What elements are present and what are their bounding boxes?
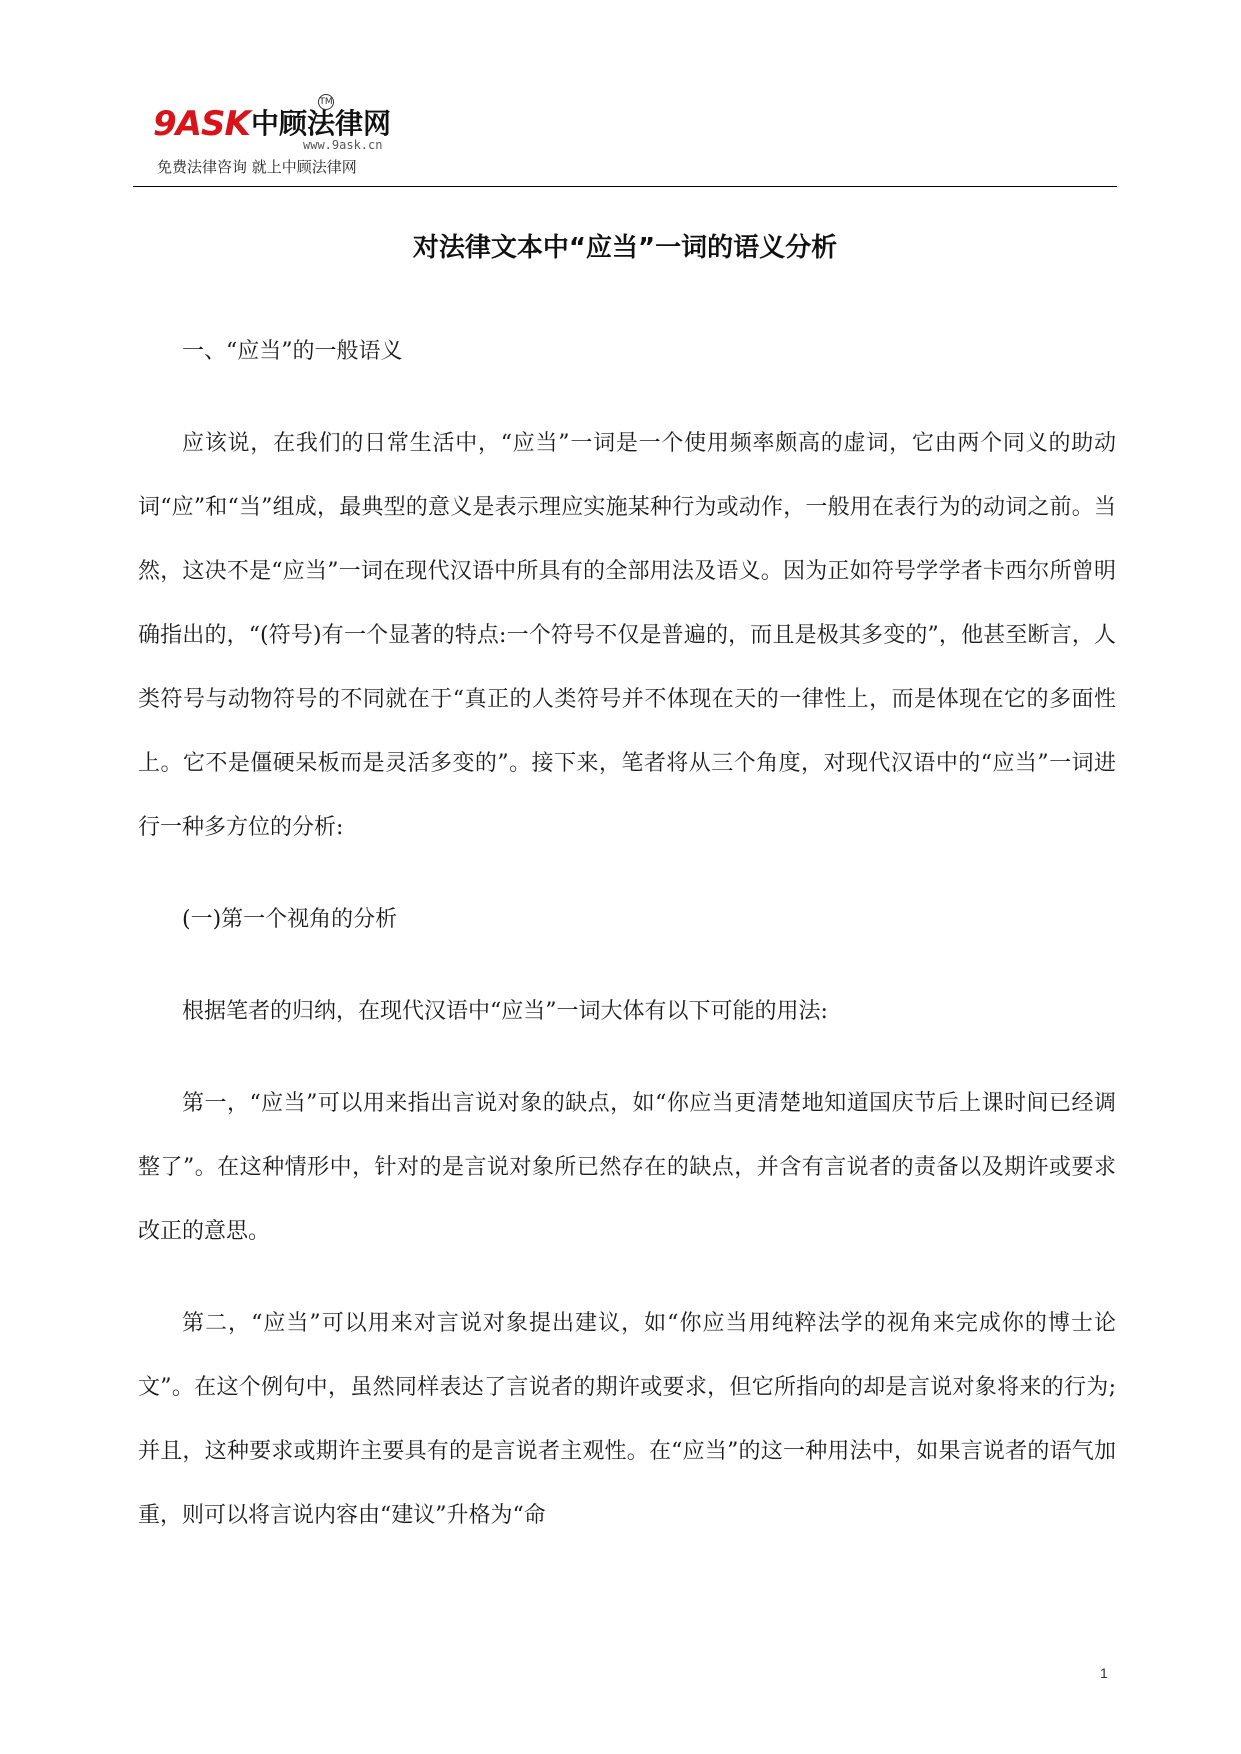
logo-slogan: 免费法律咨询 就上中顾法律网	[157, 158, 357, 176]
body-paragraph: 第二，“应当”可以用来对言说对象提出建议，如“你应当用纯粹法学的视角来完成你的博士论文”。在这个例句中，虽然同样表达了言说者的期许或要求，但它所指向的却是言说对象将来的行为;并且，这种要求或期许主要具有的是言说者主观性。在“应当”的这一种用法中，如果言说者的语气加重，则可以将言说内容由“建议”升格为“命	[138, 1311, 1116, 1528]
logo-brand-text: 9ASK	[153, 104, 250, 144]
page-number: 1	[1100, 1665, 1108, 1681]
body-paragraph: 根据笔者的归纳，在现代汉语中“应当”一词大体有以下可能的用法:	[182, 999, 828, 1024]
logo-url: www.9ask.cn	[303, 138, 383, 152]
body-paragraph: 第一，“应当”可以用来指出言说对象的缺点，如“你应当更清楚地知道国庆节后上课时间已经调整了”。在这种情形中，针对的是言说对象所已然存在的缺点，并含有言说者的责备以及期许或要求改正的意思。	[138, 1091, 1116, 1244]
document-title: 对法律文本中“应当”一词的语义分析	[412, 233, 838, 263]
body-paragraph: 应该说，在我们的日常生活中，“应当”一词是一个使用频率颇高的虚词，它由两个同义的助动词“应”和“当”组成，最典型的意义是表示理应实施某种行为或动作，一般用在表行为的动词之前。当然，这决不是“应当”一词在现代汉语中所具有的全部用法及语义。因为正如符号学学者卡西尔所曾明确指出的，“(符号)有一个显著的特点:一个符号不仅是普遍的，而且是极其多变的”，他甚至断言，人类符号与动物符号的不同就在于“真正的人类符号并不体现在天的一律性上，而是体现在它的多面性上。它不是僵硬呆板而是灵活多变的”。接下来，笔者将从三个角度，对现代汉语中的“应当”一词进行一种多方位的分析:	[138, 431, 1116, 840]
trademark-icon: TM	[318, 94, 334, 110]
logo-chinese-name: 中顾法律网	[251, 107, 392, 140]
page-header	[133, 94, 1117, 188]
subsection-heading: (一)第一个视角的分析	[182, 907, 398, 932]
document-body	[138, 320, 1116, 1576]
header-divider	[133, 186, 1117, 187]
section-heading: 一、“应当”的一般语义	[182, 339, 403, 364]
site-logo[interactable]	[153, 94, 413, 182]
